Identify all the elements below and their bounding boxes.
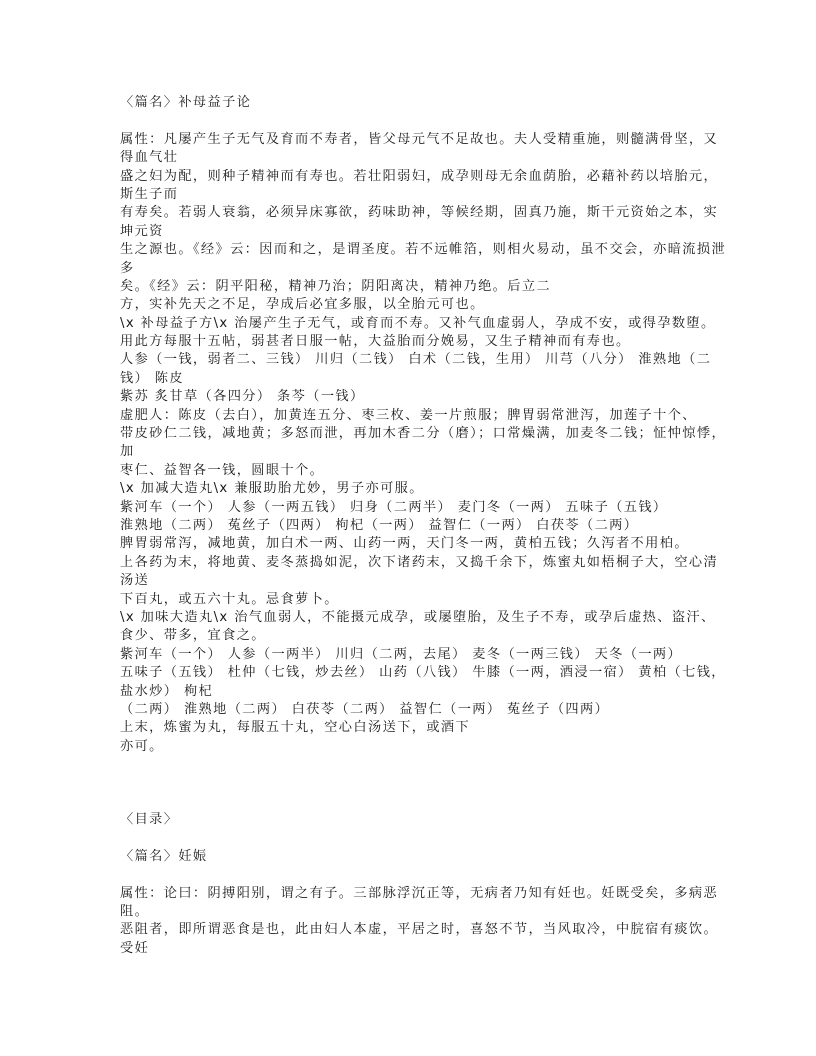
- text-line: 斯生子而: [120, 186, 179, 202]
- text-line: \x 加减大造丸\x 兼服助胎尤妙，男子亦可服。: [120, 481, 424, 497]
- section-title: 〈篇名〉妊娠: [120, 848, 208, 864]
- text-line: 生之源也。《经》云：因而和之，是谓圣度。若不远帷箔，则相火易动，虽不交会，亦暗流损泄: [120, 242, 727, 258]
- text-line: 淮熟地（二两） 菟丝子（四两） 枸杞（一两） 益智仁（一两） 白茯苓（二两）: [120, 517, 639, 533]
- text-line: 受妊: [120, 940, 150, 956]
- document-page: [120, 94, 727, 958]
- text-line: 带皮砂仁二钱，减地黄；多怒而泄，再加木香二分（磨）；口常燥满，加麦冬二钱；怔忡惊悸，: [120, 426, 727, 442]
- section-body: [120, 131, 727, 756]
- text-line: 上末，炼蜜为丸，每服五十丸，空心白汤送下，或酒下: [120, 720, 471, 736]
- section-title: 〈篇名〉补母益子论: [120, 95, 252, 110]
- toc-label: 〈目录〉: [120, 812, 179, 828]
- text-line: 阻。: [120, 904, 150, 920]
- text-line: 紫河车（一个） 人参（一两五钱） 归身（二两半） 麦门冬（一两） 五味子（五钱）: [120, 499, 668, 515]
- text-line: 人参（一钱，弱者二、三钱） 川归（二钱） 白术（二钱，生用） 川芎（八分） 淮熟地（二: [120, 352, 712, 368]
- text-line: 上各药为末，将地黄、麦冬蒸捣如泥，次下诸药末，又捣千余下，炼蜜丸如梧桐子大，空心清: [120, 554, 719, 570]
- text-line: 汤送: [120, 573, 150, 589]
- text-line: 钱） 陈皮: [120, 370, 184, 386]
- text-line: 恶阻者，即所谓恶食是也，此由妇人本虚，平居之时，喜怒不节，当风取冷，中脘宿有痰饮。: [120, 922, 719, 938]
- text-line: 坤元资: [120, 223, 164, 239]
- text-line: 盐水炒） 枸杞: [120, 683, 214, 699]
- text-line: 枣仁、益智各一钱，圆眼十个。: [120, 462, 325, 478]
- text-line: \x 加味大造丸\x 治气血弱人，不能摄元成孕，或屡堕胎，及生子不寿，或孕后虚热、盗汗、: [120, 609, 716, 625]
- section-body: [120, 885, 719, 959]
- text-line: 虚肥人：陈皮（去白），加黄连五分、枣三枚、姜一片煎服；脾胃弱常泄泻，加莲子十个、: [120, 407, 697, 423]
- text-line: 食少、带多，宜食之。: [120, 628, 266, 644]
- text-line: 属性：论曰：阴搏阳别，谓之有子。三部脉浮沉正等，无病者乃知有妊也。妊既受矣，多病恶: [120, 885, 719, 901]
- text-line: 得血气壮: [120, 150, 179, 166]
- text-line: （二两） 淮熟地（二两） 白茯苓（二两） 益智仁（一两） 菟丝子（四两）: [120, 701, 610, 717]
- text-line: \x 补母益子方\x 治屡产生子无气，或育而不寿。又补气血虚弱人，孕成不安，或得孕数堕。: [120, 315, 716, 331]
- text-line: 盛之妇为配，则种子精神而有寿也。若壮阳弱妇，成孕则母无余血荫胎，必藉补药以培胎元，: [120, 168, 719, 184]
- text-line: 多: [120, 260, 135, 276]
- text-line: 用此方每服十五帖，弱甚者日服一帖，大益胎而分娩易，又生子精神而有寿也。: [120, 334, 631, 350]
- text-line: 属性：凡屡产生子无气及育而不寿者，皆父母元气不足故也。夫人受精重施，则髓满骨坚，又: [120, 131, 719, 147]
- text-line: 紫河车（一个） 人参（一两半） 川归（二两，去尾） 麦冬（一两三钱） 天冬（一两）: [120, 646, 683, 662]
- text-line: 矣。《经》云：阴平阳秘，精神乃治；阴阳离决，精神乃绝。后立二: [120, 278, 552, 294]
- text-line: 亦可。: [120, 738, 164, 754]
- text-line: 有寿矣。若弱人衰翁，必须异床寡欲，药味助神，等候经期，固真乃施，斯干元资始之本，实: [120, 205, 719, 221]
- text-line: 五味子（五钱） 杜仲（七钱，炒去丝） 山药（八钱） 牛膝（一两，酒浸一宿） 黄柏（七钱，: [120, 665, 726, 681]
- text-line: 脾胃弱常泻，减地黄，加白术一两、山药一两，天门冬一两，黄柏五钱；久泻者不用柏。: [120, 536, 689, 552]
- text-line: 方，实补先天之不足，孕成后必宜多服，以全胎元可也。: [120, 297, 485, 313]
- text-line: 紫苏 炙甘草（各四分） 条芩（一钱）: [120, 389, 365, 405]
- text-line: 加: [120, 444, 135, 460]
- text-line: 下百丸，或五六十丸。忌食萝卜。: [120, 591, 339, 607]
